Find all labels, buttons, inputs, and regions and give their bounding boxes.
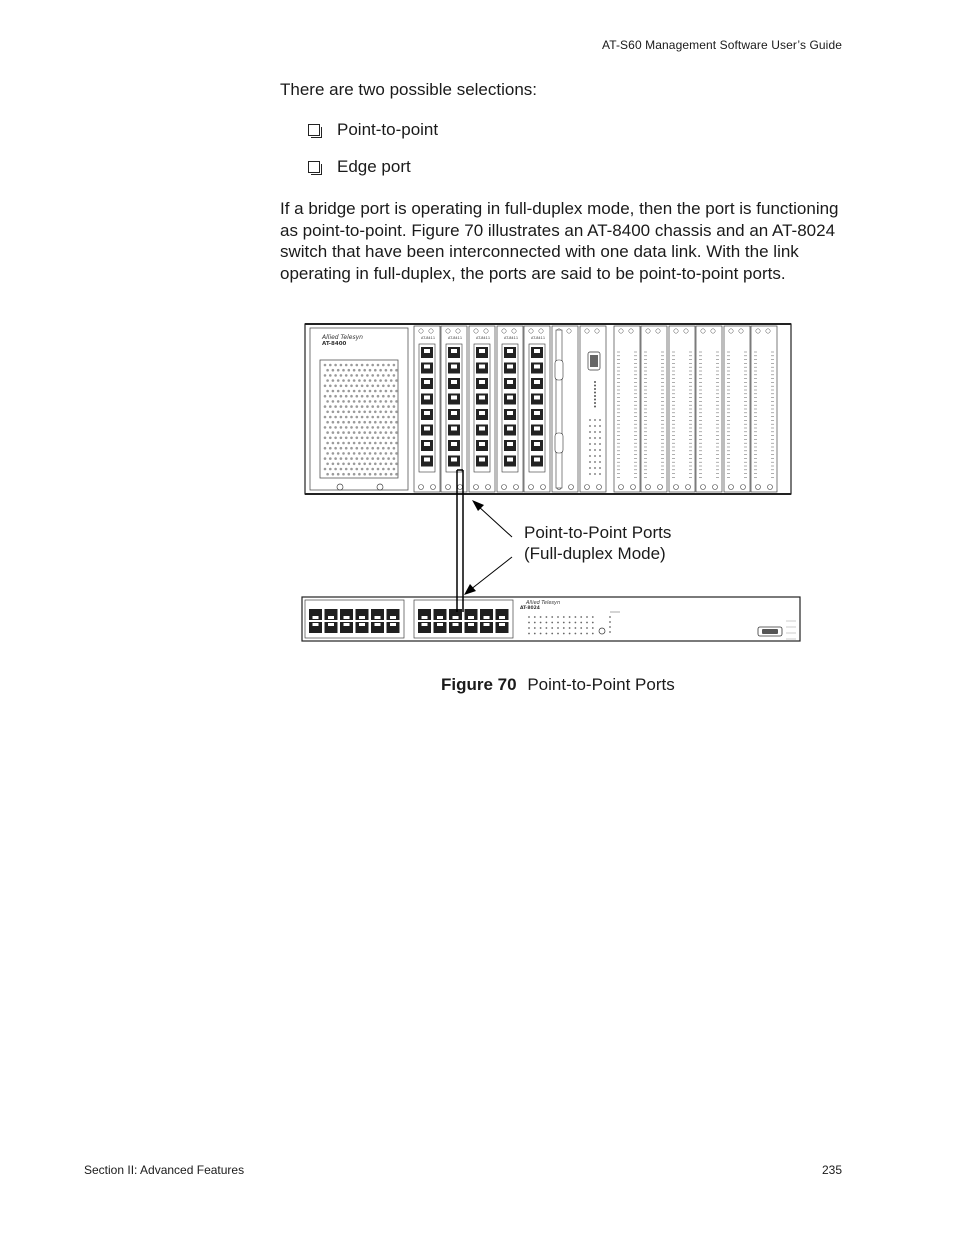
figure-number: Figure 70 bbox=[441, 675, 517, 694]
body-paragraph: If a bridge port is operating in full-duplex mode, then the port is functioning as point-to-point. Figure 70 illustrates an AT-8400 chassis and an AT-8024 switch that have been interconnected with one data link. With the link operating in full-duplex, the ports are said to be point-to-point ports. bbox=[280, 199, 839, 284]
chassis-brand-label: Allied Telesyn bbox=[322, 334, 363, 341]
svg-text:AT-8411: AT-8411 bbox=[476, 336, 491, 340]
svg-text:AT-8411: AT-8411 bbox=[448, 336, 463, 340]
at-8024-switch bbox=[302, 597, 800, 641]
figure-caption bbox=[441, 675, 675, 695]
svg-text:AT-8411: AT-8411 bbox=[504, 336, 519, 340]
callout-arrows bbox=[464, 500, 512, 595]
svg-text:AT-8411: AT-8411 bbox=[531, 336, 546, 340]
svg-text:AT-8411: AT-8411 bbox=[421, 336, 436, 340]
selection-label: Point-to-point bbox=[337, 120, 439, 139]
switch-model-label: AT-8024 bbox=[520, 606, 540, 611]
callout-line-1: Point-to-Point Ports bbox=[524, 523, 672, 542]
at-8400-chassis bbox=[305, 324, 791, 494]
switch-brand-label: Allied Telesyn bbox=[526, 600, 561, 606]
page-number: 235 bbox=[821, 1163, 842, 1177]
figure-title: Point-to-Point Ports bbox=[527, 675, 675, 694]
callout-label bbox=[524, 522, 671, 564]
intro-text: There are two possible selections: bbox=[280, 80, 538, 99]
selection-label: Edge port bbox=[337, 157, 411, 176]
chassis-model-label: AT-8400 bbox=[322, 341, 347, 347]
callout-line-2: (Full-duplex Mode) bbox=[524, 544, 666, 563]
running-header: AT-S60 Management Software User’s Guide bbox=[601, 38, 842, 52]
footer-section: Section II: Advanced Features bbox=[84, 1163, 245, 1177]
